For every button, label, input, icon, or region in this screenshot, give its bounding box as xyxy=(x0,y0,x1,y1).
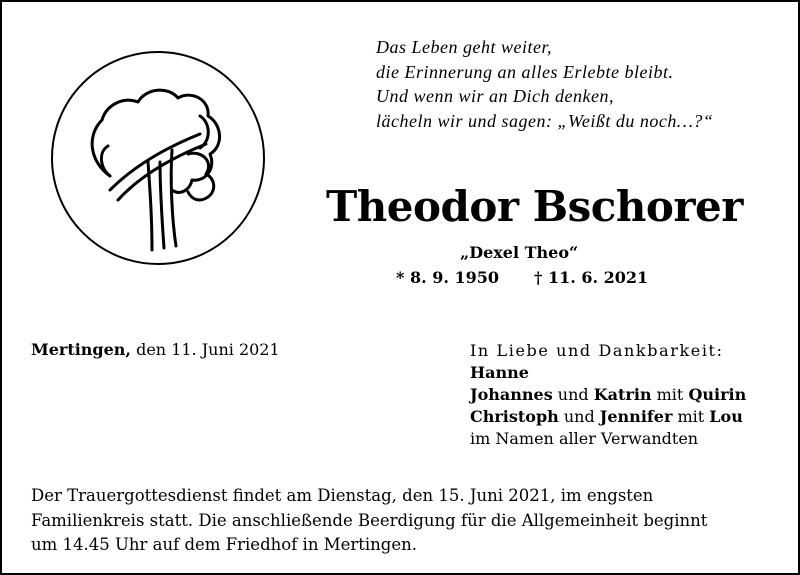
life-dates xyxy=(396,268,666,288)
conjunction: und xyxy=(552,385,594,404)
mourners-line xyxy=(470,406,790,428)
poem-line: Das Leben geht weiter, xyxy=(376,37,552,57)
notice-line: Der Trauergottesdienst findet am Dienstag, den 15. Juni 2021, im engsten xyxy=(31,486,654,505)
mourners-intro: In Liebe und Dankbarkeit: xyxy=(470,341,724,360)
birth-date: * 8. 9. 1950 xyxy=(396,268,500,287)
deceased-name: Theodor Bschorer xyxy=(326,182,743,231)
place: Mertingen, xyxy=(31,340,131,359)
poem-line: lächeln wir und sagen: „Weißt du noch…?“ xyxy=(376,110,714,131)
mourner-name: Quirin xyxy=(688,385,747,404)
conjunction: mit xyxy=(672,407,710,426)
mourner-name: Johannes xyxy=(470,385,553,404)
funeral-notice xyxy=(31,484,781,558)
place-and-date xyxy=(31,340,280,360)
poem xyxy=(376,35,786,133)
mourners-line xyxy=(470,384,790,406)
mourner-name: Hanne xyxy=(470,363,529,382)
mourner-name: Lou xyxy=(709,407,743,426)
mourner-name: Katrin xyxy=(593,385,652,404)
poem-line: die Erinnerung an alles Erlebte bleibt. xyxy=(376,61,674,82)
conjunction: und xyxy=(558,407,600,426)
mourners xyxy=(470,340,790,450)
notice-line: Familienkreis statt. Die anschließende Beerdigung für die Allgemeinheit beginnt xyxy=(31,510,708,530)
poem-line: Und wenn wir an Dich denken, xyxy=(376,86,614,106)
death-date: † 11. 6. 2021 xyxy=(534,268,649,287)
mourner-name: Christoph xyxy=(470,407,559,426)
mourner-name: Jennifer xyxy=(599,407,673,426)
mourners-closing: im Namen aller Verwandten xyxy=(470,429,699,448)
deceased-nickname: „Dexel Theo“ xyxy=(460,243,579,262)
tree-in-circle-icon xyxy=(50,50,266,266)
date: den 11. Juni 2021 xyxy=(131,340,280,359)
notice-line: um 14.45 Uhr auf dem Friedhof in Mertingen. xyxy=(31,535,417,554)
conjunction: mit xyxy=(651,385,689,404)
